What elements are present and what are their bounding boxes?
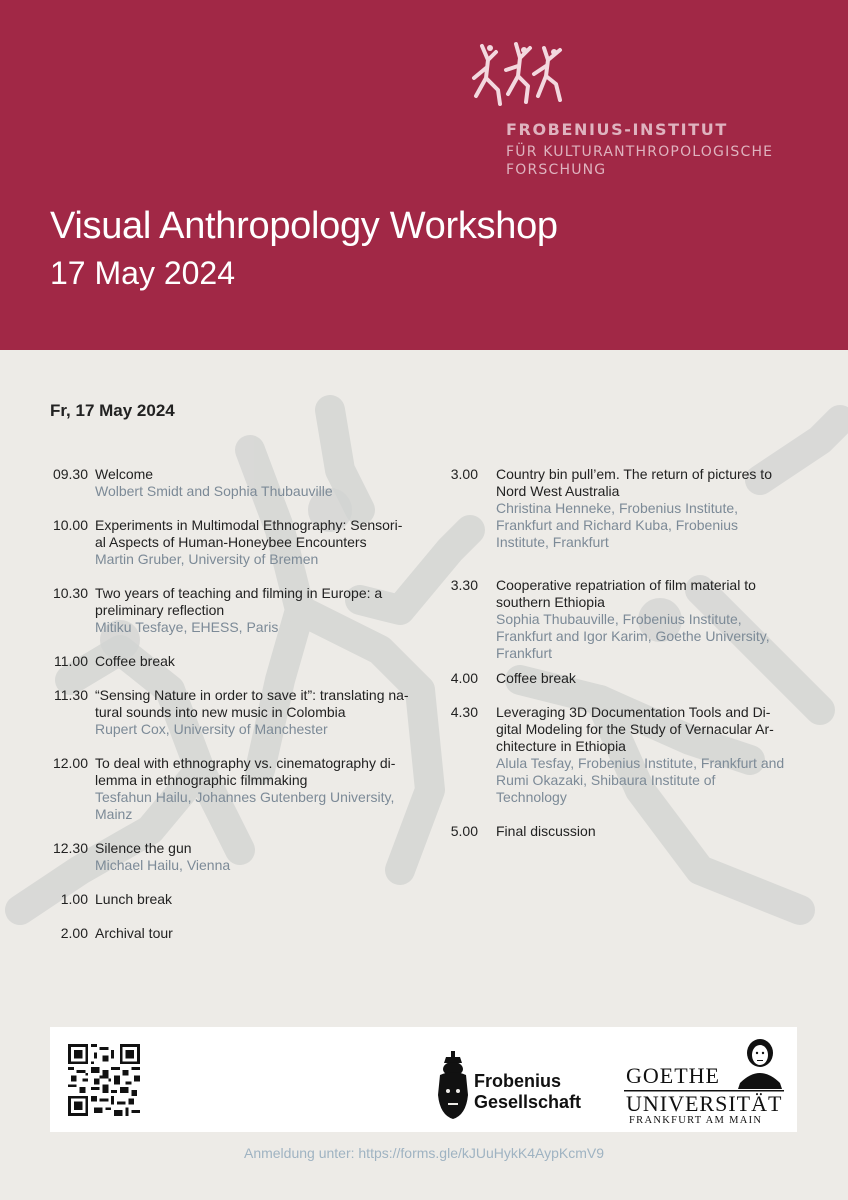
day-heading: Fr, 17 May 2024 bbox=[50, 401, 175, 420]
goethe-line1: GOETHE bbox=[626, 1063, 720, 1088]
program-details bbox=[496, 577, 806, 662]
program-time: 4.00 bbox=[450, 670, 478, 686]
program-time: 10.00 bbox=[52, 517, 88, 533]
program-title-line: Leveraging 3D Documentation Tools and Di- bbox=[496, 704, 771, 720]
program-time: 10.30 bbox=[52, 585, 88, 601]
program-details bbox=[496, 823, 806, 840]
program-speaker-line: Mitiku Tesfaye, EHESS, Paris bbox=[95, 619, 279, 635]
program-time: 09.30 bbox=[52, 466, 88, 482]
program-title-line: Nord West Australia bbox=[496, 483, 620, 499]
program-details bbox=[95, 585, 425, 636]
program-time: 5.00 bbox=[450, 823, 478, 839]
program-details bbox=[95, 653, 425, 670]
program-details bbox=[496, 670, 806, 687]
program-details bbox=[95, 755, 425, 823]
program-speaker-line: Tesfahun Hailu, Johannes Gutenberg University, bbox=[95, 789, 395, 805]
program-title-line: Two years of teaching and filming in Europe: a bbox=[95, 585, 383, 601]
program-title-line: Archival tour bbox=[95, 925, 173, 941]
program-title-line: Country bin pull’em. The return of pictures to bbox=[496, 466, 772, 482]
program-title-line: tural sounds into new music in Colombia bbox=[95, 704, 346, 720]
program-speaker-line: Christina Henneke, Frobenius Institute, bbox=[496, 500, 739, 516]
program-speaker-line: Alula Tesfay, Frobenius Institute, Frankfurt and bbox=[496, 755, 785, 771]
frobenius-gesellschaft-name bbox=[474, 1071, 581, 1113]
qr-code-icon[interactable] bbox=[68, 1044, 140, 1116]
program-title-line: chitecture in Ethiopia bbox=[496, 738, 626, 754]
program-title-line: Final discussion bbox=[496, 823, 596, 839]
program-details bbox=[95, 687, 425, 738]
program-speaker-line: Michael Hailu, Vienna bbox=[95, 857, 231, 873]
institute-name: FROBENIUS-INSTITUT bbox=[506, 120, 728, 139]
program-time: 12.00 bbox=[52, 755, 88, 771]
program-title-line: Silence the gun bbox=[95, 840, 192, 856]
program-time: 11.00 bbox=[54, 653, 88, 669]
program-title-line: gital Modeling for the Study of Vernacular Ar- bbox=[496, 721, 774, 737]
program-title-line: “Sensing Nature in order to save it”: translating na- bbox=[95, 687, 409, 703]
goethe-line3: FRANKFURT AM MAIN bbox=[629, 1115, 763, 1126]
program-details bbox=[95, 517, 425, 568]
goethe-line2: UNIVERSITÄT bbox=[626, 1091, 783, 1116]
program-title-line: Cooperative repatriation of film material to bbox=[496, 577, 756, 593]
institute-subtitle-line1: FÜR KULTURANTHROPOLOGISCHE bbox=[506, 144, 774, 160]
program-time: 3.00 bbox=[450, 466, 478, 482]
registration-link[interactable]: Anmeldung unter: https://forms.gle/kJUuHykK4AypKcmV9 bbox=[243, 1145, 604, 1161]
program-speaker-line: Sophia Thubauville, Frobenius Institute, bbox=[496, 611, 742, 627]
program-speaker-line: Institute, Frankfurt bbox=[496, 534, 609, 550]
program-speaker-line: Frankfurt and Richard Kuba, Frobenius bbox=[496, 517, 739, 533]
program-speaker-line: Mainz bbox=[95, 806, 133, 822]
program-details bbox=[496, 466, 806, 551]
program-title-line: Lunch break bbox=[95, 891, 173, 907]
header-banner bbox=[0, 0, 848, 350]
program-title-line: Experiments in Multimodal Ethnography: Sensori- bbox=[95, 517, 403, 533]
program-time: 12.30 bbox=[52, 840, 88, 856]
frobenius-gesellschaft-line1: Frobenius bbox=[474, 1071, 562, 1091]
institute-subtitle-line2: FORSCHUNG bbox=[506, 162, 607, 178]
footer-logos bbox=[50, 1027, 797, 1132]
program-speaker-line: Frankfurt bbox=[496, 645, 553, 661]
program-time: 2.00 bbox=[60, 925, 88, 941]
program-title-line: Welcome bbox=[95, 466, 154, 482]
program-details bbox=[95, 891, 425, 908]
program-speaker-line: Technology bbox=[496, 789, 567, 805]
program-title-line: preliminary reflection bbox=[95, 602, 225, 618]
program-title-line: Coffee break bbox=[496, 670, 576, 686]
program-title-line: Coffee break bbox=[95, 653, 175, 669]
program-time: 3.30 bbox=[450, 577, 478, 593]
frobenius-gesellschaft-line2: Gesellschaft bbox=[474, 1092, 582, 1112]
program-title-line: To deal with ethnography vs. cinematography di- bbox=[95, 755, 396, 771]
program-speaker-line: Rupert Cox, University of Manchester bbox=[95, 721, 328, 737]
program-speaker-line: Rumi Okazaki, Shibaura Institute of bbox=[496, 772, 716, 788]
dancing-figures-logo-icon bbox=[468, 38, 568, 108]
program-details bbox=[496, 704, 806, 806]
program-speaker-line: Martin Gruber, University of Bremen bbox=[95, 551, 319, 567]
page-title: Visual Anthropology Workshop bbox=[50, 205, 558, 247]
program-time: 1.00 bbox=[60, 891, 88, 907]
program-title-line: al Aspects of Human-Honeybee Encounters bbox=[95, 534, 367, 550]
program-speaker-line: Wolbert Smidt and Sophia Thubauville bbox=[95, 483, 333, 499]
event-date: 17 May 2024 bbox=[50, 255, 236, 291]
program-details bbox=[95, 925, 425, 942]
program-speaker-line: Frankfurt and Igor Karim, Goethe University, bbox=[496, 628, 770, 644]
program-details bbox=[95, 840, 425, 874]
program-time: 11.30 bbox=[54, 687, 88, 703]
program-title-line: lemma in ethnographic filmmaking bbox=[95, 772, 308, 788]
program-details bbox=[95, 466, 425, 500]
program-title-line: southern Ethiopia bbox=[496, 594, 605, 610]
program-time: 4.30 bbox=[450, 704, 478, 720]
